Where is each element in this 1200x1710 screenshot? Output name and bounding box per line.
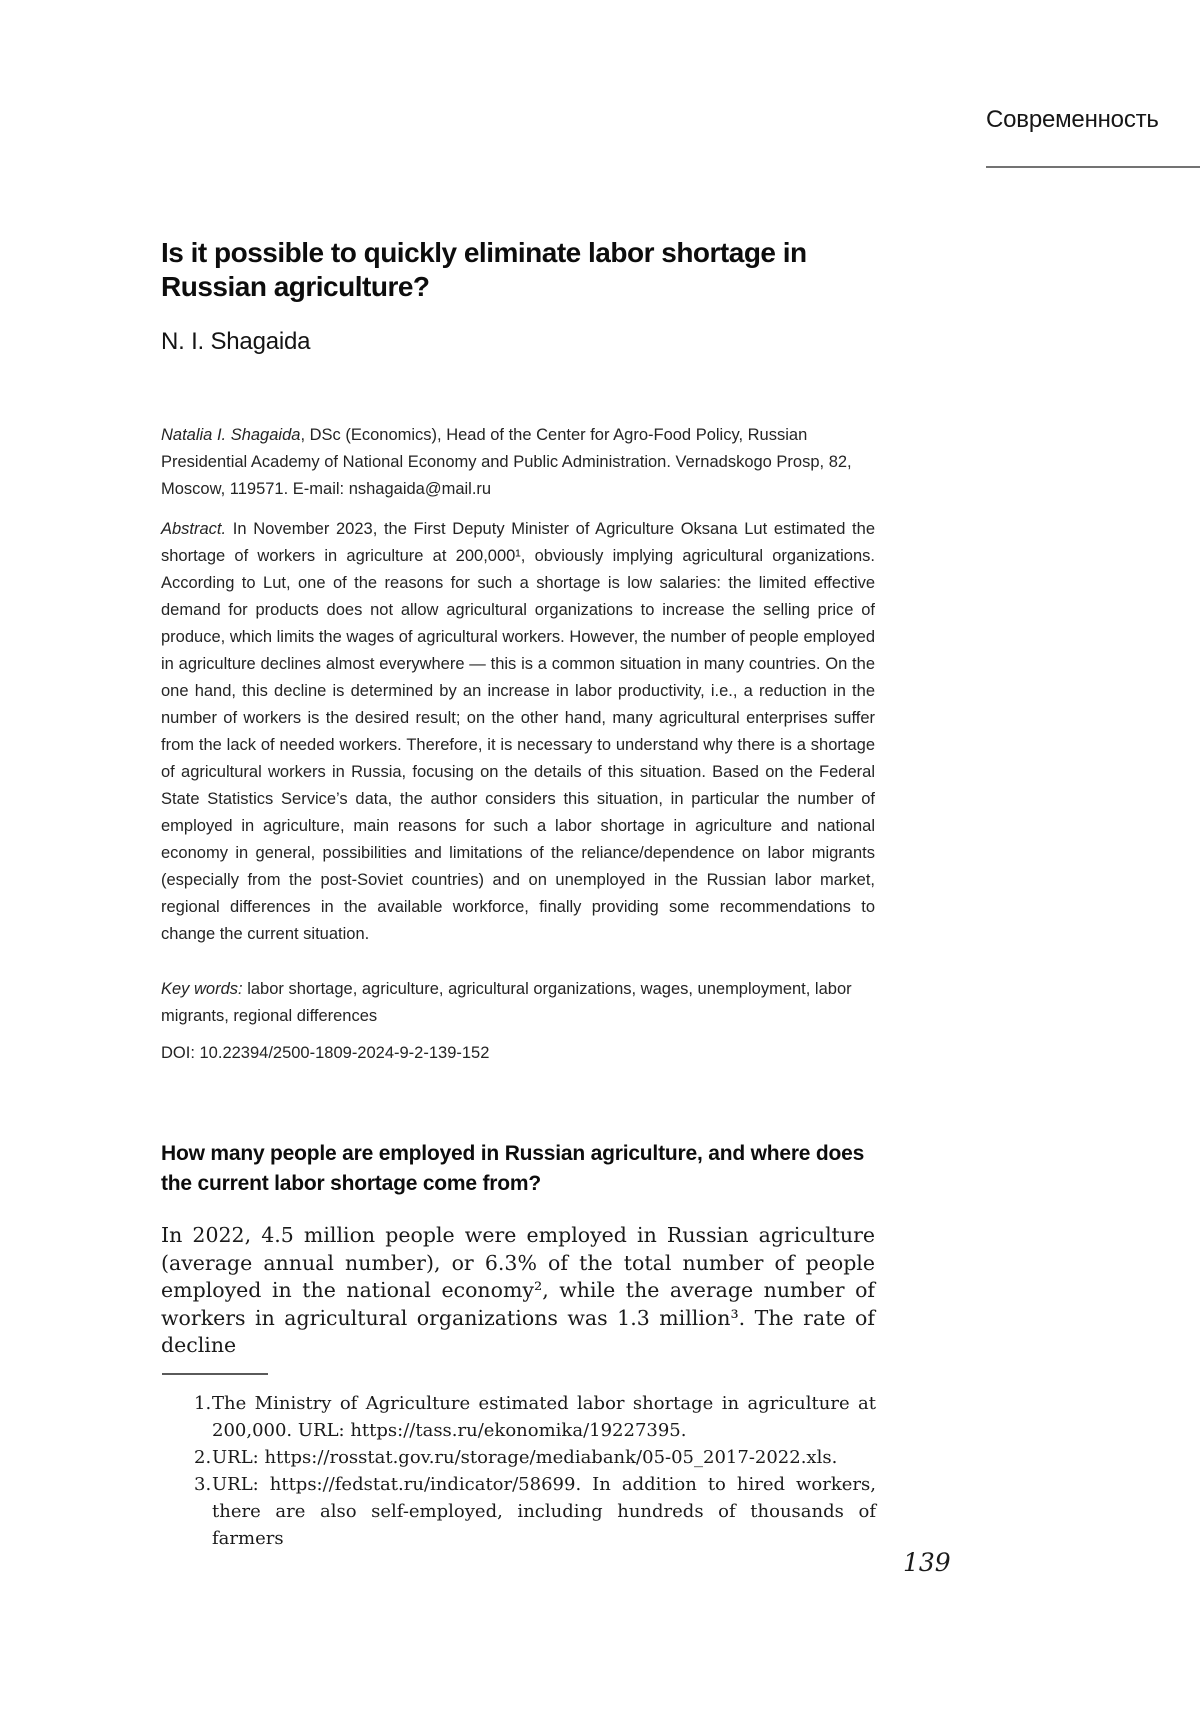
footnote-divider-rule [162, 1373, 268, 1375]
footnote-text: URL: https://rosstat.gov.ru/storage/mediabank/05-05_2017-2022.xls. [212, 1447, 838, 1468]
affiliation-details: , DSc (Economics), Head of the Center for Agro-Food Policy, Russian Presidential Academy of National Economy and Public Administration. Vernadskogo Prosp, 82, Moscow, 119571. E-mail: nshagaida@mail.ru [161, 426, 852, 498]
running-head-rule [986, 166, 1200, 168]
footnote-item [162, 1390, 876, 1444]
section-heading: How many people are employed in Russian agriculture, and where does the current labor shortage come from? [161, 1142, 865, 1195]
affiliation-block [161, 422, 875, 503]
footnote-item [162, 1444, 876, 1471]
keywords-text: labor shortage, agriculture, agricultural organizations, wages, unemployment, labor migrants, regional differences [161, 980, 852, 1025]
abstract-label: Abstract. [161, 520, 227, 538]
keywords-block [161, 976, 875, 1030]
abstract-text: In November 2023, the First Deputy Minister of Agriculture Oksana Lut estimated the shortage of workers in agriculture at 200,000¹, obviously implying agricultural organizations. According to Lut, one of the reasons for such a shortage is low salaries: the limited effective demand for products does not allow agricultural organizations to increase the selling price of produce, which limits the wages of agricultural workers. However, the number of people employed in agriculture declines almost everywhere — this is a common situation in many countries. On the one hand, this decline is determined by an increase in labor productivity, i.e., a reduction in the number of workers is the desired result; on the other hand, many agricultural enterprises suffer from the lack of needed workers. Therefore, it is necessary to understand why there is a shortage of agricultural workers in Russia, focusing on the details of this situation. Based on the Federal State Statistics Service’s data, the author considers this situation, in particular the number of employed in agriculture, main reasons for such a labor shortage in agriculture and national economy in general, possibilities and limitations of the reliance/dependence on labor migrants (especially from the post-Soviet countries) and on unemployed in the Russian labor market, regional differences in the available workforce, finally providing some recommendations to change the current situation. [161, 520, 875, 943]
article-title: Is it possible to quickly eliminate labor shortage in Russian agriculture? [161, 237, 807, 302]
footnote-number: 1. [194, 1393, 212, 1414]
footnote-list [162, 1390, 876, 1552]
author-name: N. I. Shagaida [161, 328, 311, 355]
footnote-text: The Ministry of Agriculture estimated labor shortage in agriculture at 200,000. URL: https://tass.ru/ekonomika/19227395. [212, 1393, 876, 1441]
body-paragraph: In 2022, 4.5 million people were employed in Russian agriculture (average annual number), or 6.3% of the total number of people employed in the national economy², while the average number of workers in agricultural organizations was 1.3 million³. The rate of decline [161, 1223, 875, 1357]
doi-line: DOI: 10.22394/2500-1809-2024-9-2-139-152 [161, 1044, 490, 1062]
footnote-number: 3. [194, 1474, 212, 1495]
abstract-block [161, 516, 875, 948]
footnote-item [162, 1471, 876, 1552]
running-head: Современность [986, 106, 1159, 133]
affiliation-author-full: Natalia I. Shagaida [161, 426, 301, 444]
keywords-label: Key words: [161, 980, 243, 998]
footnote-number: 2. [194, 1447, 212, 1468]
footnote-text: URL: https://fedstat.ru/indicator/58699. In addition to hired workers, there are also self-employed, including hundreds of thousands of farmers [212, 1474, 876, 1549]
page-number: 139 [903, 1548, 951, 1577]
